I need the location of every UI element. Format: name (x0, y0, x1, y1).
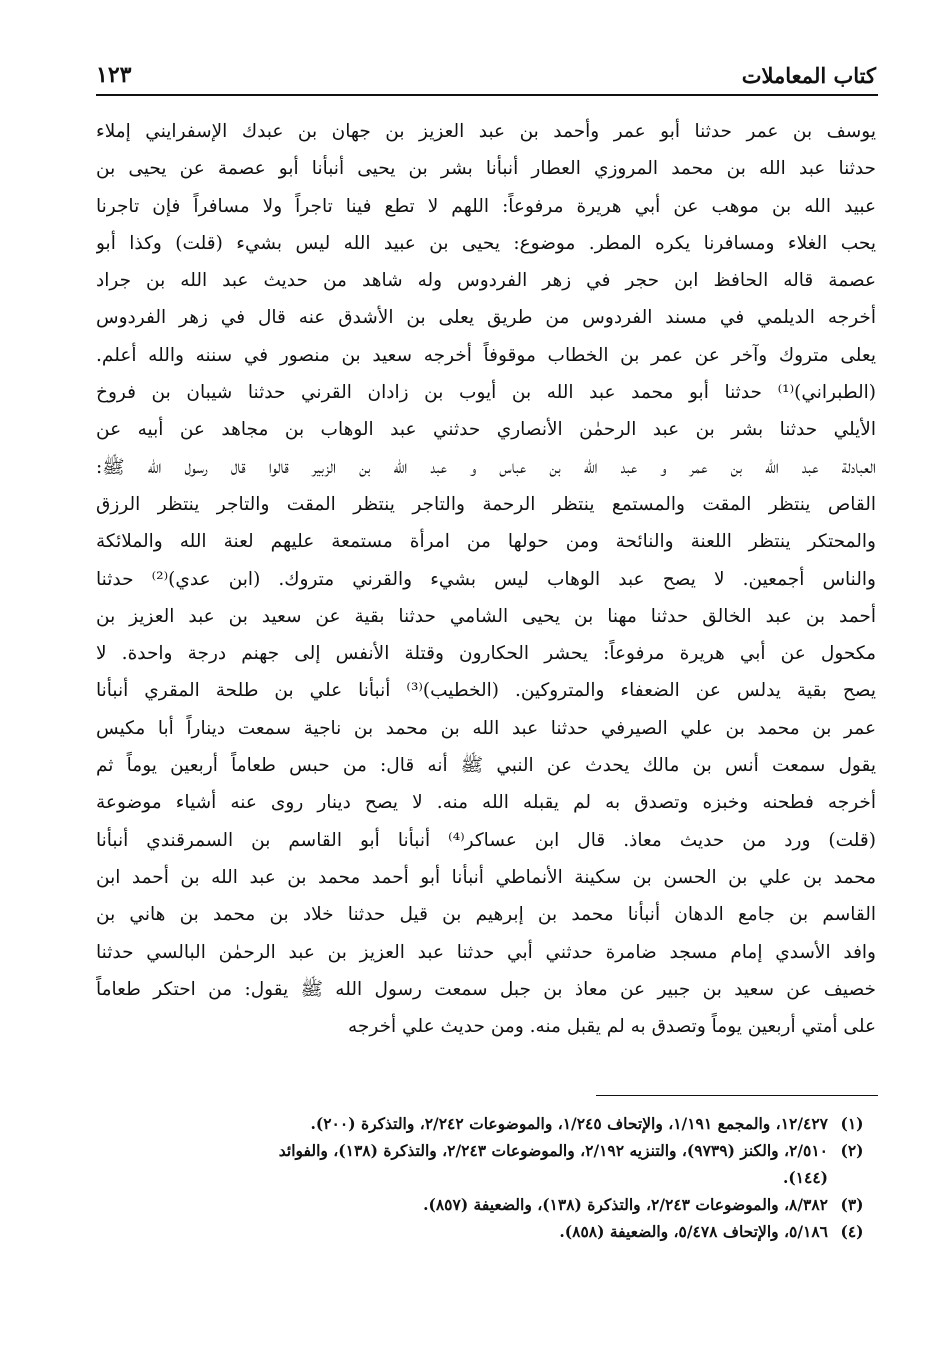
text-line: القاص ينتظر المقت والمستمع ينتظر الرحمة والتاجر ينتظر المقت والتاجر ينتظر الرزق (96, 493, 876, 515)
text-line: مكحول عن أبي هريرة مرفوعاً: يحشر الحكارون وقتلة الأنفس إلى جهنم درجة واحدة. لا (96, 643, 876, 665)
footnote-text: ٢/٥١٠، والكنز (٩٧٣٩)، والتنزيه ٢/١٩٢، والموضوعات ٢/٢٤٣، والتذكرة (١٣٨)، والفوائد (278, 1141, 828, 1160)
text-line: والناس أجمعين. لا يصح عبد الوهاب ليس بشيء والقرني متروك. (ابن عدي)⁽²⁾ حدثنا (96, 568, 876, 590)
footnote-text: ٨/٣٨٢، والموضوعات ٢/٢٤٣، والتذكرة (١٣٨)، والضعيفة (٨٥٧). (423, 1195, 828, 1214)
text-line: القاسم بن جامع الدهان أنبأنا محمد بن إبرهيم بن قيل حدثنا خلاد بن محمد بن هاني بن (96, 904, 876, 926)
text-line: يصح بقية يدلس عن الضعفاء والمتروكين. (الخطيب)⁽³⁾ أنبأنا علي بن طلحة المقري أنبأنا (96, 680, 876, 702)
text-line: محمد بن علي بن الحسن بن سكينة الأنماطي أنبأنا أبو أحمد محمد بن عبد الله بن أحمد ابن (96, 866, 876, 888)
footnote-number: (٣) (840, 1195, 864, 1214)
text-line: أخرجه فطحنه وخبزه وتصدق به لم يقبله الله منه. لا يصح دينار روى عنه أشياء موضوعة (96, 792, 876, 814)
footnote-number: (٤) (840, 1222, 864, 1241)
text-line: يوسف بن عمر حدثنا أبو عمر وأحمد بن عبد العزيز بن جهان بن عبدك الإسفرايني إملاء (96, 121, 876, 142)
text-line: يعلى متروك وآخر عن عمر بن الخطاب موقوفاً أخرجه سعيد بن منصور في سننه والله أعلم. (96, 344, 876, 366)
text-line: عصمة قاله الحافظ ابن حجر في زهر الفردوس وله شاهد من حديث عبد الله بن جراد (96, 270, 876, 292)
footnote-number: (٢) (840, 1141, 864, 1160)
running-header (96, 52, 876, 88)
header-rule (96, 94, 878, 96)
text-line: الأيلي حدثنا بشر بن عبد الرحمٰن الأنصاري حدثني عبد الوهاب بن مجاهد عن أبيه عن (96, 419, 876, 441)
footnote-4 (96, 1218, 876, 1245)
page-number: ١٢٣ (96, 62, 132, 88)
text-line: حدثنا عبد الله بن محمد المروزي العطار أنبأنا بشر بن يحيى أنبأنا أبو عصمة عن يحيى بن (96, 158, 876, 180)
footnote-text: ١٢/٤٢٧، والمجمع ١/١٩١، والإتحاف ١/٢٤٥، والموضوعات ٢/٢٤٢، والتذكرة (٢٠٠). (310, 1114, 828, 1133)
text-line: (قلت) ورد من حديث معاذ. قال ابن عساكر⁽⁴⁾ أنبأنا أبو القاسم بن السمرقندي أنبأنا (96, 829, 876, 851)
text-line: يحب الغلاء ومسافرنا يكره المطر. موضوع: يحيى بن عبيد الله ليس بشيء (قلت) وكذا أبو (96, 232, 876, 254)
text-line: وافد الأسدي إمام مسجد ضامرة حدثني أبي حدثنا عبد العزيز بن عبد الرحمٰن البالسي حدثنا (96, 941, 876, 963)
footnote-2-continuation: (١٤٤). (782, 1168, 828, 1187)
footnote-1 (96, 1110, 876, 1137)
footnotes (96, 1110, 876, 1245)
footnote-rule (596, 1095, 878, 1096)
text-line: أخرجه الديلمي في مسند الفردوس من طريق يعلى بن الأشدق عنه قال في زهر الفردوس (96, 307, 876, 329)
text-line: على أمتي أربعين يوماً وتصدق به لم يقبل منه. ومن حديث علي أخرجه (348, 1016, 876, 1038)
text-line: عمر بن محمد بن علي الصيرفي حدثنا عبد الله بن محمد بن ناجية سمعت ديناراً أبا مكيس (96, 717, 876, 739)
footnote-number: (١) (840, 1114, 864, 1133)
footnote-2 (96, 1137, 876, 1164)
text-line: العبادلة عبد الله بن عمر و عبد الله بن عباس و عبد الله بن الزبير قالوا قال رسول الله ﷺ: (96, 456, 876, 478)
text-line: أحمد بن عبد الخالق حدثنا مهنا بن يحيى الشامي حدثنا بقية عن سعيد بن عبد العزيز بن (96, 605, 876, 627)
text-line: يقول سمعت أنس بن مالك يحدث عن النبي ﷺ أنه قال: من حبس طعاماً أربعين يوماً ثم (96, 755, 876, 777)
main-text (96, 113, 876, 1045)
footnote-text: ٥/١٨٦، والإتحاف ٥/٤٧٨، والضعيفة (٨٥٨). (559, 1222, 828, 1241)
text-line: (الطبراني)⁽¹⁾ حدثنا أبو محمد عبد الله بن أيوب بن زادان القرني حدثنا شيبان بن فروخ (96, 382, 876, 404)
text-line: خصيف عن سعيد بن جبير عن معاذ بن جبل سمعت رسول الله ﷺ يقول: من احتكر طعاماً (96, 978, 876, 1000)
book-title: كتاب المعاملات (741, 63, 876, 88)
text-line: والمحتكر ينتظر اللعنة والنائحة ومن حولها من امرأة مستمعة عليهم لعنة الله والملائكة (96, 531, 876, 553)
footnote-3 (96, 1191, 876, 1218)
text-line: عبيد الله بن موهب عن أبي هريرة مرفوعاً: اللهم لا تطع فينا تاجراً ولا مسافراً فإن تاجرنا (96, 195, 876, 217)
